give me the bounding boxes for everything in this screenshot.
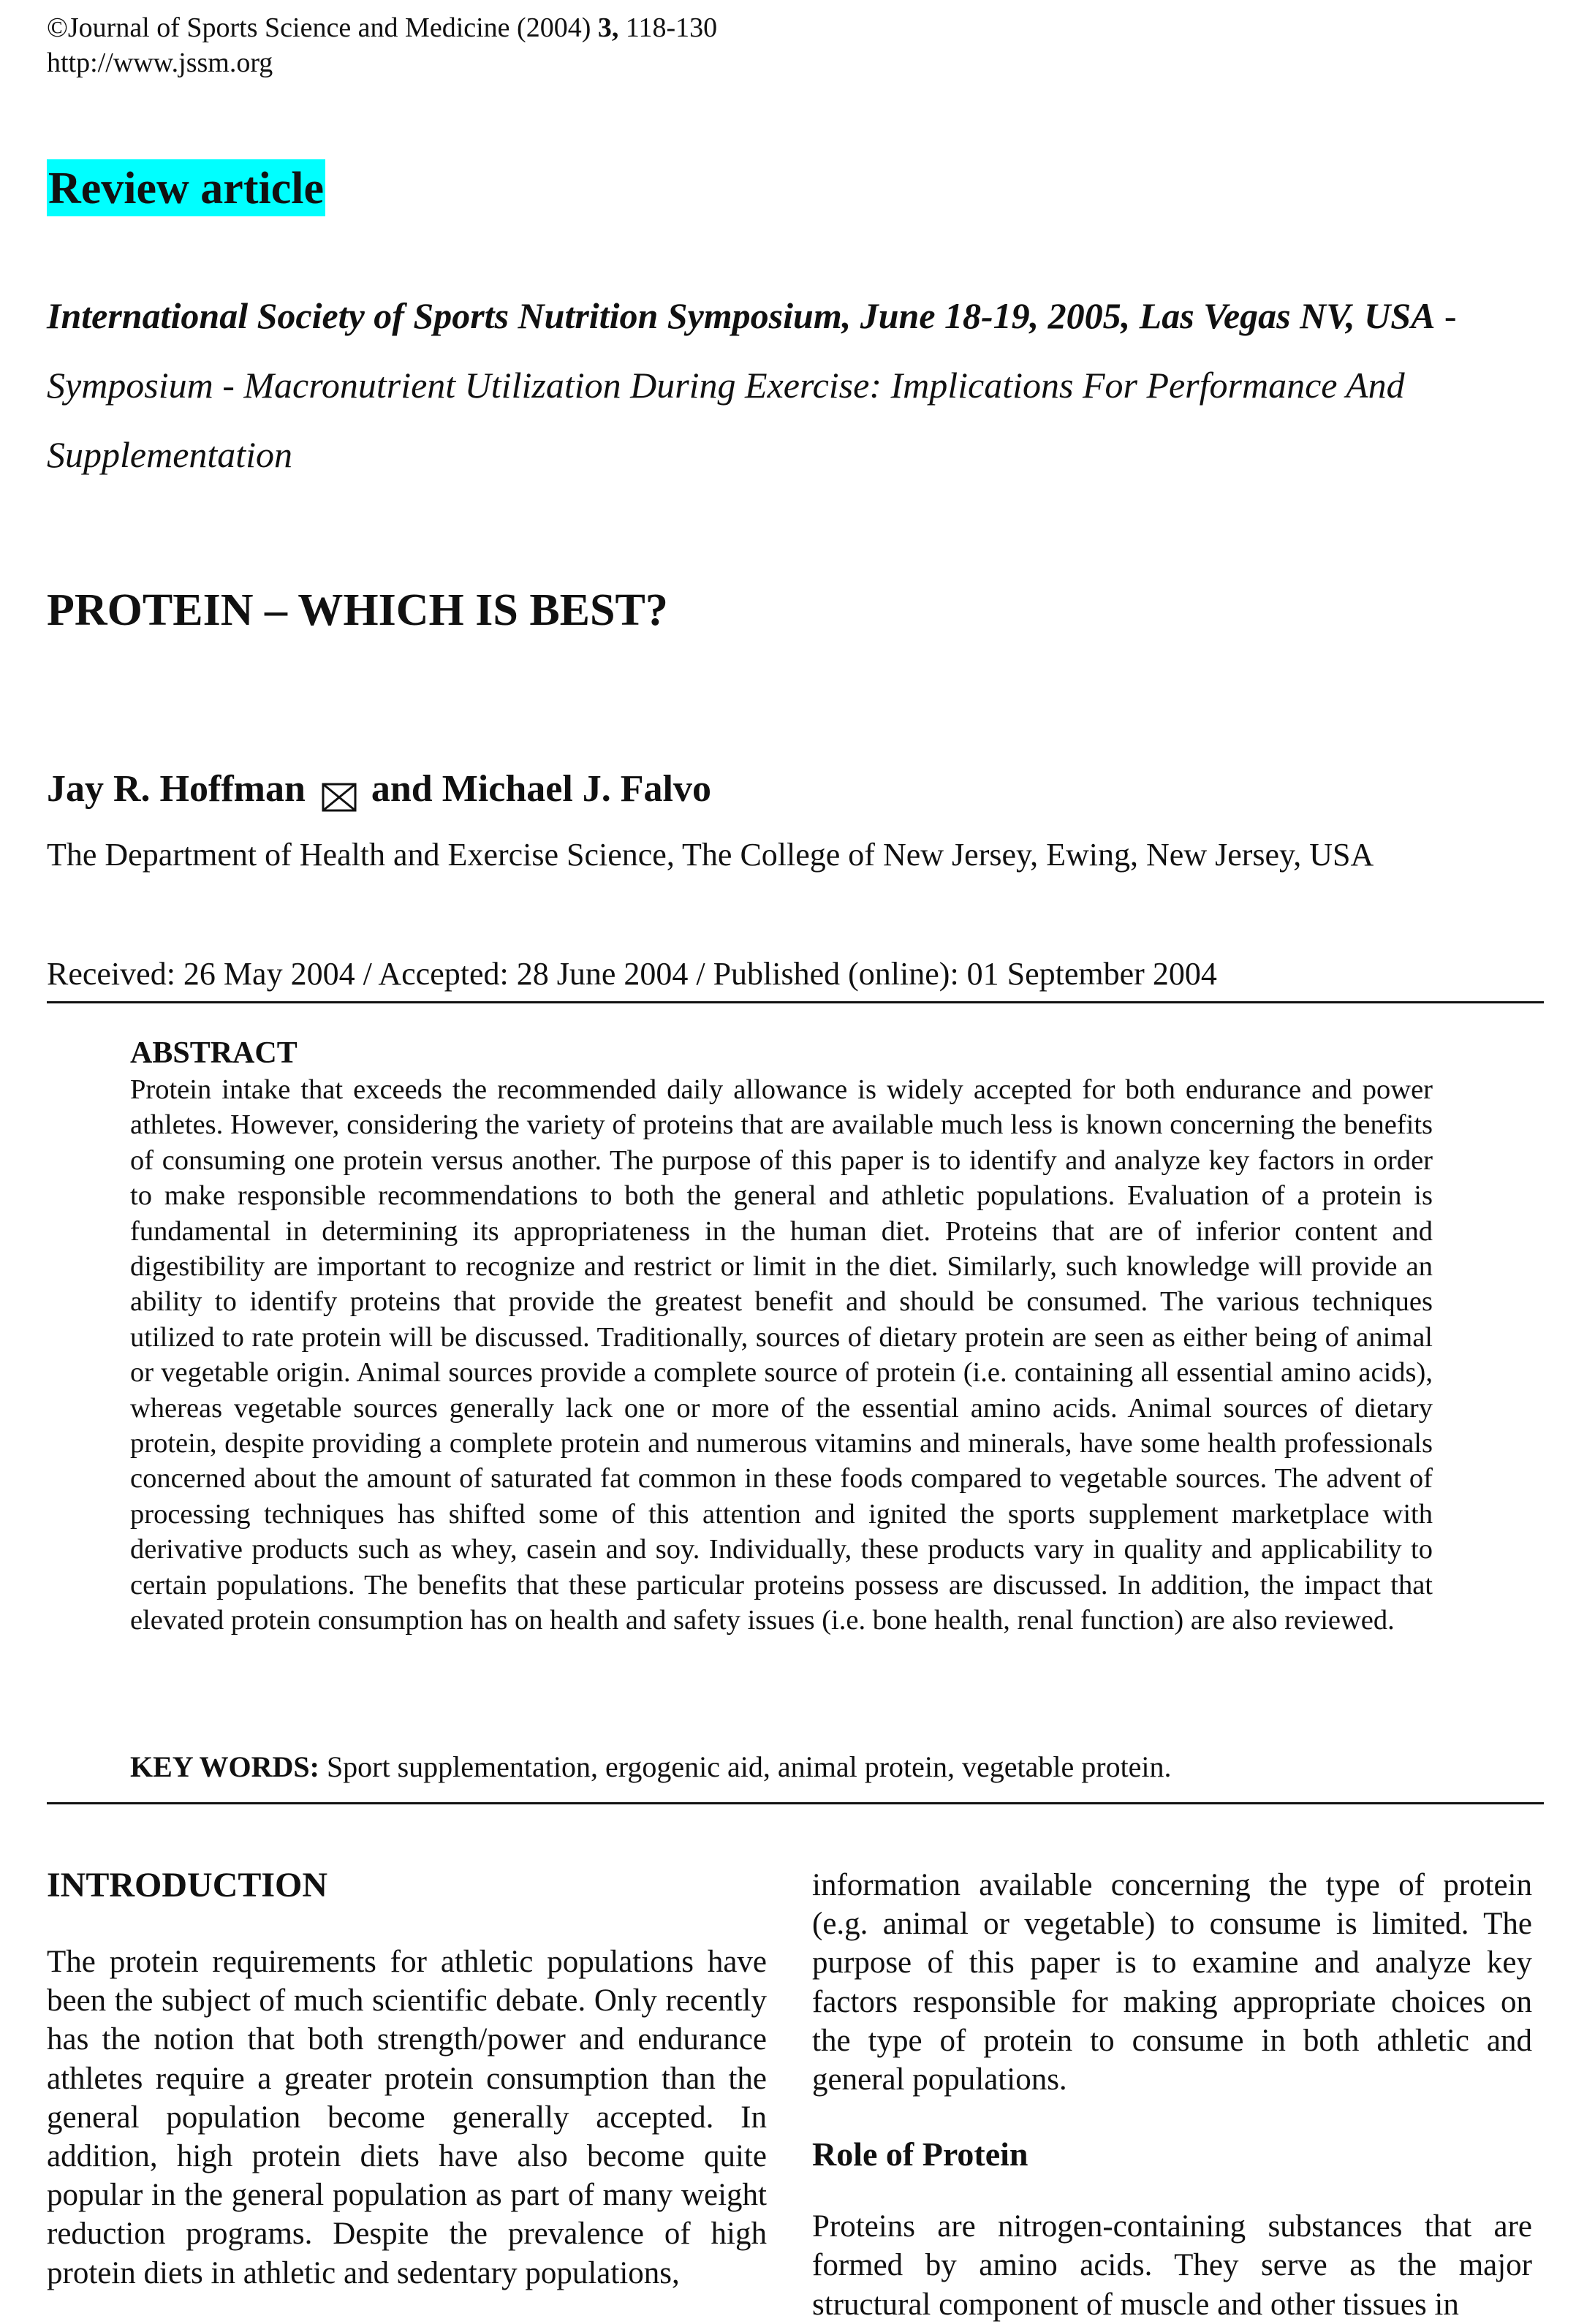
publication-dates: Received: 26 May 2004 / Accepted: 28 June 2004 / Published (online): 01 September 2004 (47, 956, 1217, 992)
author-list (47, 764, 711, 815)
journal-name: ©Journal of Sports Science and Medicine (2004) (47, 12, 598, 43)
keywords-text: Sport supplementation, ergogenic aid, animal protein, vegetable protein. (319, 1750, 1172, 1783)
symposium-name: International Society of Sports Nutrition Symposium, June 18-19, 2005, Las Vegas NV, USA (47, 295, 1436, 336)
author-second: and Michael J. Falvo (371, 768, 711, 810)
abstract-heading: ABSTRACT (130, 1036, 298, 1070)
section-heading-role-of-protein: Role of Protein (812, 2135, 1028, 2173)
right-column (812, 1866, 1532, 2324)
keywords (130, 1748, 1433, 1786)
journal-pages: 118-130 (618, 12, 718, 43)
symposium-info (47, 281, 1553, 490)
keywords-label: KEY WORDS: (130, 1750, 319, 1783)
paper-title: PROTEIN – WHICH IS BEST? (47, 585, 668, 635)
introduction-paragraph: The protein requirements for athletic populations have been the subject of much scientific debate. Only recently has the notion that both strength/power and endurance athletes require a greater protein consumption than the general population become generally accepted. In addition, high protein diets have also become quite popular in the general population as part of many weight reduction programs. Despite the prevalence of high protein diets in athletic and sedentary populations, (47, 1945, 767, 2290)
author-affiliation: The Department of Health and Exercise Science, The College of New Jersey, Ewing, New Jersey, USA (47, 837, 1374, 873)
role-of-protein-paragraph: Proteins are nitrogen-containing substances that are formed by amino acids. They serve as the major structural component of muscle and other tissues in (812, 2209, 1532, 2322)
article-type-label: Review article (47, 159, 325, 216)
divider-top (47, 1001, 1544, 1003)
section-heading-introduction: INTRODUCTION (47, 1866, 328, 1905)
abstract-section (130, 1034, 1433, 1638)
author-first: Jay R. Hoffman (47, 768, 306, 810)
abstract-text: Protein intake that exceeds the recommended daily allowance is widely accepted for both endurance and power athletes. However, considering the variety of proteins that are available much less is known concerning the benefits of consuming one protein versus another. The purpose of this paper is to identify and analyze key factors in order to make responsible recommendations to both the general and athletic populations. Evaluation of a protein is fundamental in determining its appropriateness in the human diet. Proteins that are of inferior content and digestibility are important to recognize and restrict or limit in the diet. Similarly, such knowledge will provide an ability to identify proteins that provide the greatest benefit and should be consumed. The various techniques utilized to rate protein will be discussed. Traditionally, sources of dietary protein are seen as either being of animal or vegetable origin. Animal sources provide a complete source of protein (i.e. containing all essential amino acids), whereas vegetable sources generally lack one or more of the essential amino acids. Animal sources of dietary protein, despite providing a complete protein and numerous vitamins and minerals, have some health professionals concerned about the amount of saturated fat common in these foods compared to vegetable sources. The advent of processing techniques has shifted some of this attention and ignited the sports supplement marketplace with derivative products such as whey, casein and soy. Individually, these products vary in quality and applicability to certain populations. The benefits that these particular proteins possess are discussed. In addition, the impact that elevated protein consumption has on health and safety issues (i.e. bone health, renal function) are also reviewed. (130, 1074, 1433, 1636)
divider-bottom (47, 1802, 1544, 1804)
envelope-icon[interactable] (322, 775, 357, 804)
journal-volume: 3, (597, 12, 619, 43)
introduction-paragraph-continued: information available concerning the type of protein (e.g. animal or vegetable) to consume is limited. The purpose of this paper is to examine and analyze key factors responsible for making appropriate choices on the type of protein to consume in both athletic and general populations. (812, 1868, 1532, 2097)
journal-url[interactable]: http://www.jssm.org (47, 48, 273, 78)
left-column (47, 1864, 767, 2293)
journal-citation (47, 10, 717, 45)
symposium-topic: - Symposium - Macronutrient Utilization During Exercise: Implications For Performance And Supplementation (47, 295, 1457, 475)
